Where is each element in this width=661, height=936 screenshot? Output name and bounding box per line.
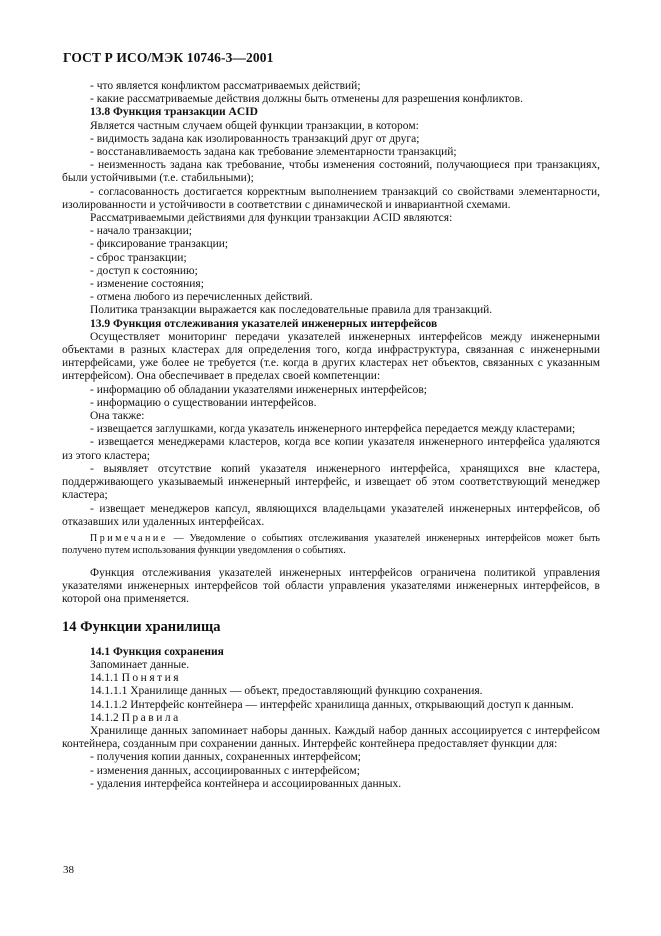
paragraph: Политика транзакции выражается как последовательные правила для транзакций. <box>90 304 493 317</box>
paragraph: Запоминает данные. <box>90 658 190 671</box>
list-item: - что является конфликтом рассматриваемых действий; <box>90 80 361 92</box>
list-item: - отмена любого из перечисленных действий. <box>90 291 313 304</box>
list-item: - извещает менеджеров капсул, являющихся владельцами указателей инженерных интерфейсов, об отказавших или удаленных интерфейсах. <box>62 502 600 528</box>
list-item: - извещается менеджерами кластеров, когда все копии указателя инженерного интерфейса удаляются из этого кластера; <box>62 436 600 462</box>
subsection-14-1-2 <box>90 712 600 725</box>
paragraph: Функция отслеживания указателей инженерных интерфейсов ограничена политикой управления указателями инженерных интерфейсов той области управления указателями инженерных интерфейсов, в которой она применяется. <box>62 566 600 606</box>
list-item: - удаления интерфейса контейнера и ассоциированных данных. <box>90 777 402 790</box>
section-heading-13-9: 13.9 Функция отслеживания указателей инженерных интерфейсов <box>90 317 438 330</box>
document-header: ГОСТ Р ИСО/МЭК 10746-3—2001 <box>63 50 274 65</box>
paragraph: Хранилище данных запоминает наборы данных. Каждый набор данных ассоциируется с интерфейсом контейнера, созданным при сохранении данных. Интерфейс контейнера предоставляет функции для: <box>62 724 600 751</box>
section-heading-14: 14 Функции хранилища <box>62 618 221 635</box>
note <box>62 533 600 557</box>
subsection-number: 14.1.1 <box>90 672 119 685</box>
list-item: - информацию о существовании интерфейсов. <box>90 396 317 409</box>
list-item: - выявляет отсутствие копий указателя инженерного интерфейса, хранящихся вне кластера, поддерживающего указываемый инженерный интерфейс, и извещает об этом соответствующий менеджер кластера; <box>62 462 600 502</box>
paragraph: Осуществляет мониторинг передачи указателей инженерных интерфейсов между инженерными объектами в разных кластерах для определения того, когда инфраструктура, связанная с инженерными интерфейсами, уже более не требуется (т.е. когда в других кластерах нет объектов, связанных с указанным интерфейсом). Она обеспечивает в пределах своей компетенции: <box>62 330 600 383</box>
list-item: - изменения данных, ассоциированных с интерфейсом; <box>90 764 360 777</box>
note-label: Примечание <box>90 532 168 544</box>
list-item: - восстанавливаемость задана как требование элементарности транзакций; <box>90 146 457 159</box>
list-item: - начало транзакции; <box>90 225 192 238</box>
section-heading-14-1: 14.1 Функция сохранения <box>90 645 224 658</box>
definition: 14.1.1.1 Хранилище данных — объект, предоставляющий функцию сохранения. <box>90 685 483 698</box>
subsection-title: Понятия <box>121 672 182 685</box>
list-item: - получения копии данных, сохраненных интерфейсом; <box>90 751 361 764</box>
paragraph: Она также: <box>90 410 145 423</box>
paragraph: Рассматриваемыми действиями для функции транзакции ACID являются: <box>90 212 453 225</box>
page-number: 38 <box>63 864 74 876</box>
list-item: - информацию об обладании указателями инженерных интерфейсов; <box>90 383 427 396</box>
list-item: - фиксирование транзакции; <box>90 238 229 251</box>
list-item: - доступ к состоянию; <box>90 264 198 277</box>
list-item: - изменение состояния; <box>90 278 204 291</box>
definition: 14.1.1.2 Интерфейс контейнера — интерфейс хранилища данных, открывающий доступ к данным. <box>90 698 574 711</box>
list-item: - какие рассматриваемые действия должны быть отменены для разрешения конфликтов. <box>90 93 523 106</box>
subsection-14-1-1 <box>90 672 600 685</box>
subsection-number: 14.1.2 <box>90 711 119 724</box>
paragraph: Является частным случаем общей функции транзакции, в котором: <box>90 119 419 132</box>
note-text: — Уведомление о событиях отслеживания указателей инженерных интерфейсов может быть получено путем использования функции уведомления о событиях. <box>62 532 600 556</box>
section-heading-13-8: 13.8 Функция транзакции ACID <box>90 106 258 119</box>
list-item: - видимость задана как изолированность транзакций друг от друга; <box>90 132 420 145</box>
list-item: - неизменность задана как требование, чтобы изменения состояний, получающиеся при транзакциях, были устойчивыми (т.е. стабильными); <box>62 159 600 185</box>
list-item: - сброс транзакции; <box>90 251 187 264</box>
page-body <box>62 80 600 791</box>
subsection-title: Правила <box>121 711 181 724</box>
list-item: - извещается заглушками, когда указатель инженерного интерфейса передается между кластерами; <box>90 423 576 436</box>
list-item: - согласованность достигается корректным выполнением транзакций со свойствами элементарности, изолированности и устойчивости в соответствии с динамической и инвариантной схемами. <box>62 185 600 211</box>
